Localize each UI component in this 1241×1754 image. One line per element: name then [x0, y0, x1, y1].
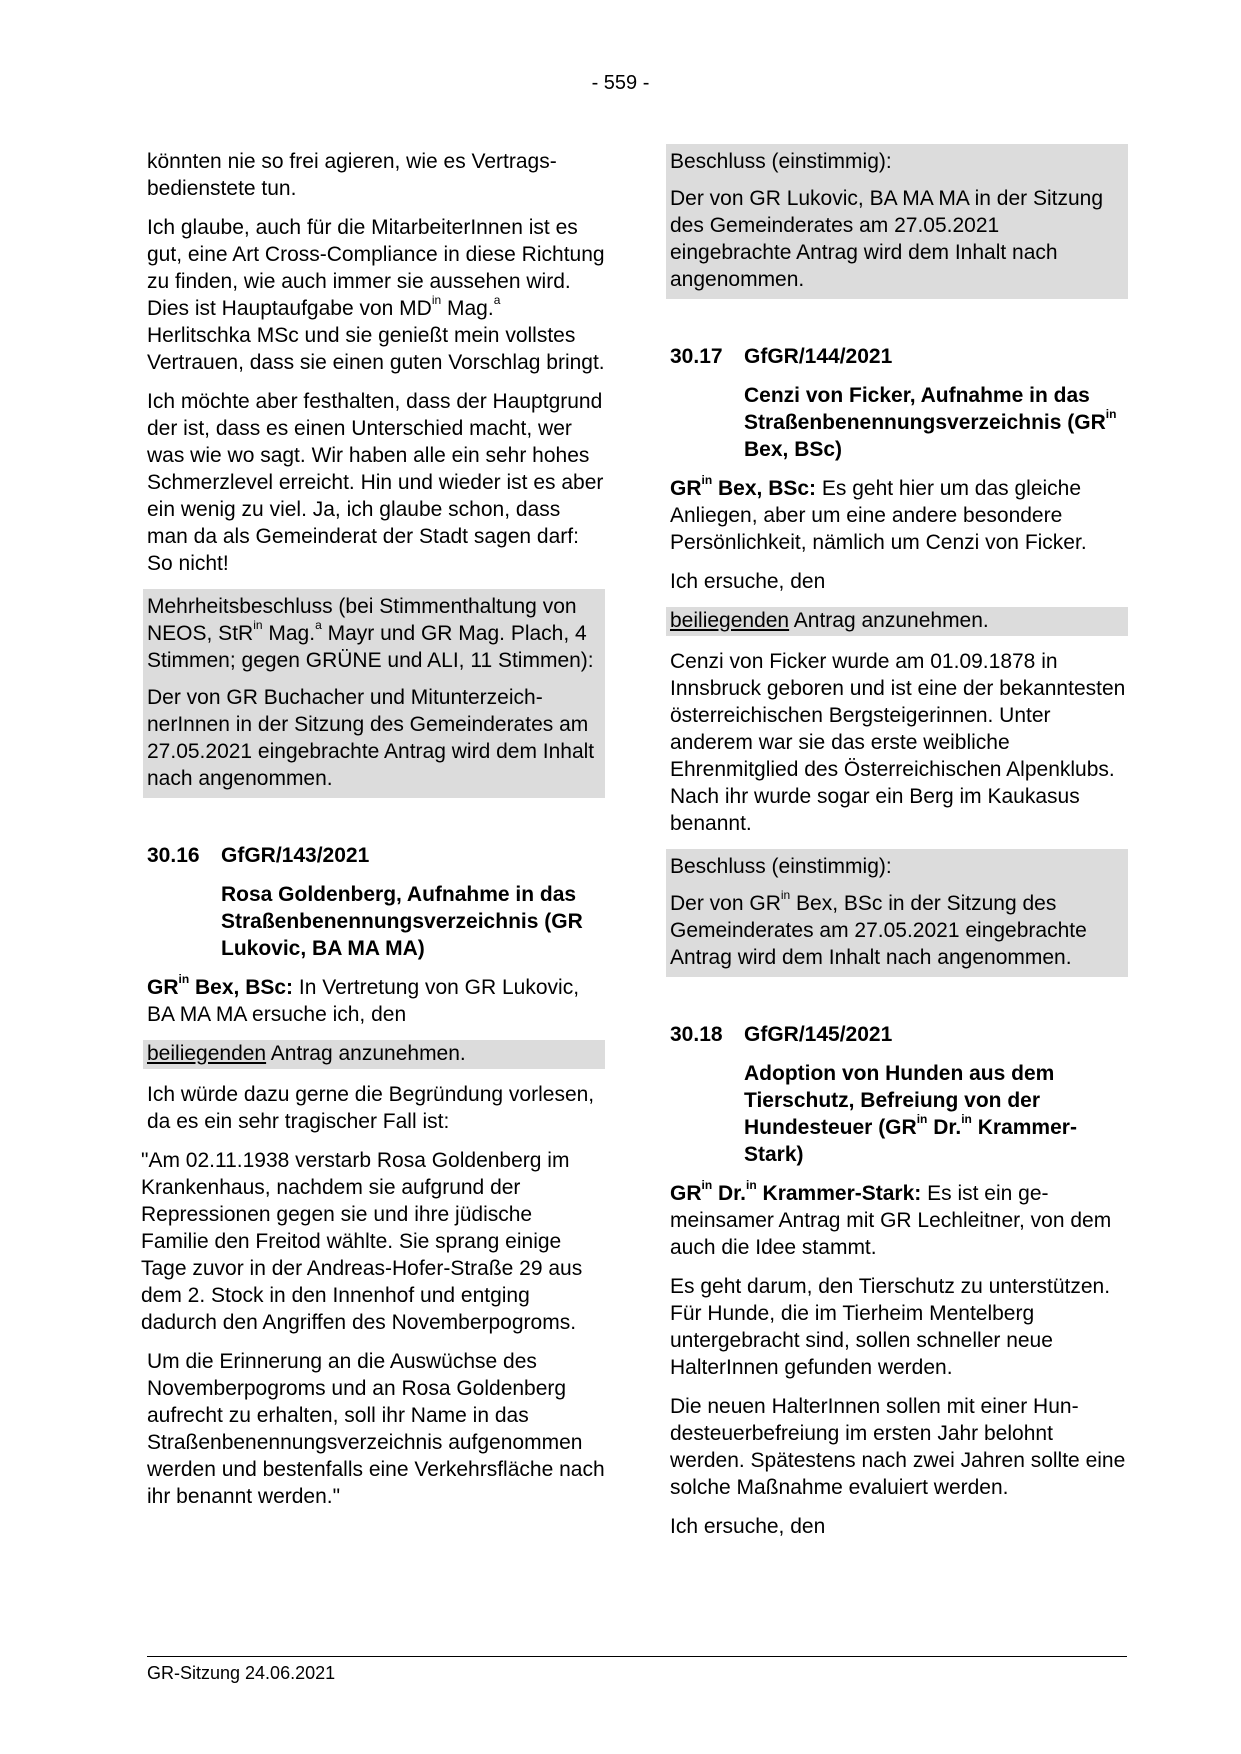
- paragraph: Es geht darum, den Tierschutz zu unterstützen. Für Hunde, die im Tierheim Mentelberg untergebracht sind, sollen schneller neue HalterInnen gefunden werden.: [670, 1275, 1111, 1379]
- vote-text: Mehrheitsbeschluss (bei Stimmenthaltung von NEOS, StR$^{in}$ Mag.$^a$ Mayr und GR Mag. Plach, 4 Stimmen; gegen GRÜNE und ALI, 11 Stimmen):: [147, 595, 594, 672]
- resolution-box: [143, 589, 605, 798]
- paragraph: Cenzi von Ficker wurde am 01.09.1878 in Innsbruck geboren und ist eine der bekanntesten österreichischen Bergsteigerinnen. Unter anderem war sie das erste weibliche Ehrenmitglied des Österreichischen Alpenklubs. Nach ihr wurde sogar ein Berg im Kaukasus benannt.: [670, 650, 1126, 835]
- section-heading: 30.18 GfGR/145/2021: [670, 1023, 893, 1046]
- resolution-text: Der von GR Lukovic, BA MA MA in der Sitzung des Gemeinderates am 27.05.2021 eingebrachte Antrag wird dem Inhalt nach angenommen.: [670, 187, 1104, 291]
- speaker-paragraph: $GR^{in}$ Bex, BSc: Es geht hier um das gleiche Anliegen, aber um eine andere besondere Persönlichkeit, nämlich um Cenzi von Ficker.: [670, 473, 1087, 554]
- speaker-paragraph: $GR^{in}$ Bex, BSc: In Vertretung von GR Lukovic, BA MA MA ersuche ich, den: [147, 972, 580, 1026]
- footer-text: GR-Sitzung 24.06.2021: [147, 1663, 336, 1683]
- vote-text: Beschluss (einstimmig):: [670, 855, 892, 878]
- motion-box: beiliegenden Antrag anzunehmen.: [143, 1040, 605, 1069]
- footer-rule: [147, 1656, 1127, 1657]
- page-number: - 559 -: [591, 72, 650, 94]
- right-column: [670, 148, 1128, 1552]
- resolution-box: [666, 849, 1128, 977]
- section-title: Rosa Goldenberg, Aufnahme in das Straßenbenennungsverzeichnis (GR Lukovic, BA MA MA): [221, 883, 583, 960]
- left-column: [141, 148, 605, 1522]
- paragraph: Ich glaube, auch für die MitarbeiterInnen ist es gut, eine Art Cross-Compliance in diese Richtung zu finden, wie auch immer sie aussehen wird. Dies ist Hauptaufgabe von $MD^{in}$ Mag.$^a$ Herlitschka MSc und sie genießt mein vollstes Vertrauen, dass sie einen guten Vorschlag bringt.: [147, 216, 605, 374]
- paragraph: Um die Erinnerung an die Auswüchse des Novemberpogroms und an Rosa Goldenberg aufrecht zu erhalten, soll ihr Name in das Straßenbenennungsverzeichnis aufgenommen werden und bestenfalls eine Verkehrsfläche nach ihr benannt werden.": [147, 1350, 605, 1508]
- section-heading: 30.17 GfGR/144/2021: [670, 345, 893, 368]
- resolution-text: Der von GR Buchacher und MitunterzeichnerInnen in der Sitzung des Gemeinderates am 27.05.2021 eingebrachte Antrag wird dem Inhalt nach angenommen.: [147, 686, 595, 790]
- paragraph: Die neuen HalterInnen sollen mit einer Hundesteuerbefreiung im ersten Jahr belohnt werden. Spätestens nach zwei Jahren sollte eine solche Maßnahme evaluiert werden.: [670, 1395, 1126, 1499]
- resolution-box: [666, 144, 1128, 299]
- resolution-text: Der von $GR^{in}$ Bex, BSc in der Sitzung des Gemeinderates am 27.05.2021 eingebrachte Antrag wird dem Inhalt nach angenommen.: [670, 888, 1087, 969]
- paragraph: Ich ersuche, den: [670, 570, 826, 593]
- paragraph: Ich ersuche, den: [670, 1515, 826, 1538]
- paragraph: könnten nie so frei agieren, wie es Vertragsbedienstete tun.: [147, 150, 557, 200]
- quote-paragraph: "Am 02.11.1938 verstarb Rosa Goldenberg im Krankenhaus, nachdem sie aufgrund der Repressionen gegen sie und ihre jüdische Familie den Freitod wählte. Sie sprang einige Tage zuvor in der Andreas-Hofer-Straße 29 aus dem 2. Stock in den Innenhof und entging dadurch den Angriffen des Novemberpogroms.: [141, 1149, 583, 1334]
- vote-text: Beschluss (einstimmig):: [670, 150, 892, 173]
- speaker-paragraph: $GR^{in}$ Dr.$^{in}$ Krammer-Stark: Es ist ein gemeinsamer Antrag mit GR Lechleitner, von dem auch die Idee stammt.: [670, 1178, 1112, 1259]
- section-title: Adoption von Hunden aus dem Tierschutz, Befreiung von der Hundesteuer ($GR^{in}$ Dr.$^{in}$ Krammer-Stark): [744, 1062, 1077, 1166]
- motion-box: beiliegenden Antrag anzunehmen.: [666, 607, 1128, 636]
- section-heading: 30.16 GfGR/143/2021: [147, 844, 370, 867]
- section-title: Cenzi von Ficker, Aufnahme in das Straßenbenennungsverzeichnis ($GR^{in}$ Bex, BSc): [744, 384, 1117, 461]
- paragraph: Ich möchte aber festhalten, dass der Hauptgrund der ist, dass es einen Unterschied macht, wer was wie wo sagt. Wir haben alle ein sehr hohes Schmerzlevel erreicht. Hin und wieder ist es aber ein wenig zu viel. Ja, ich glaube schon, dass man da als Gemeinderat der Stadt sagen darf: So nicht!: [147, 390, 604, 575]
- paragraph: Ich würde dazu gerne die Begründung vorlesen, da es ein sehr tragischer Fall ist:: [147, 1083, 595, 1133]
